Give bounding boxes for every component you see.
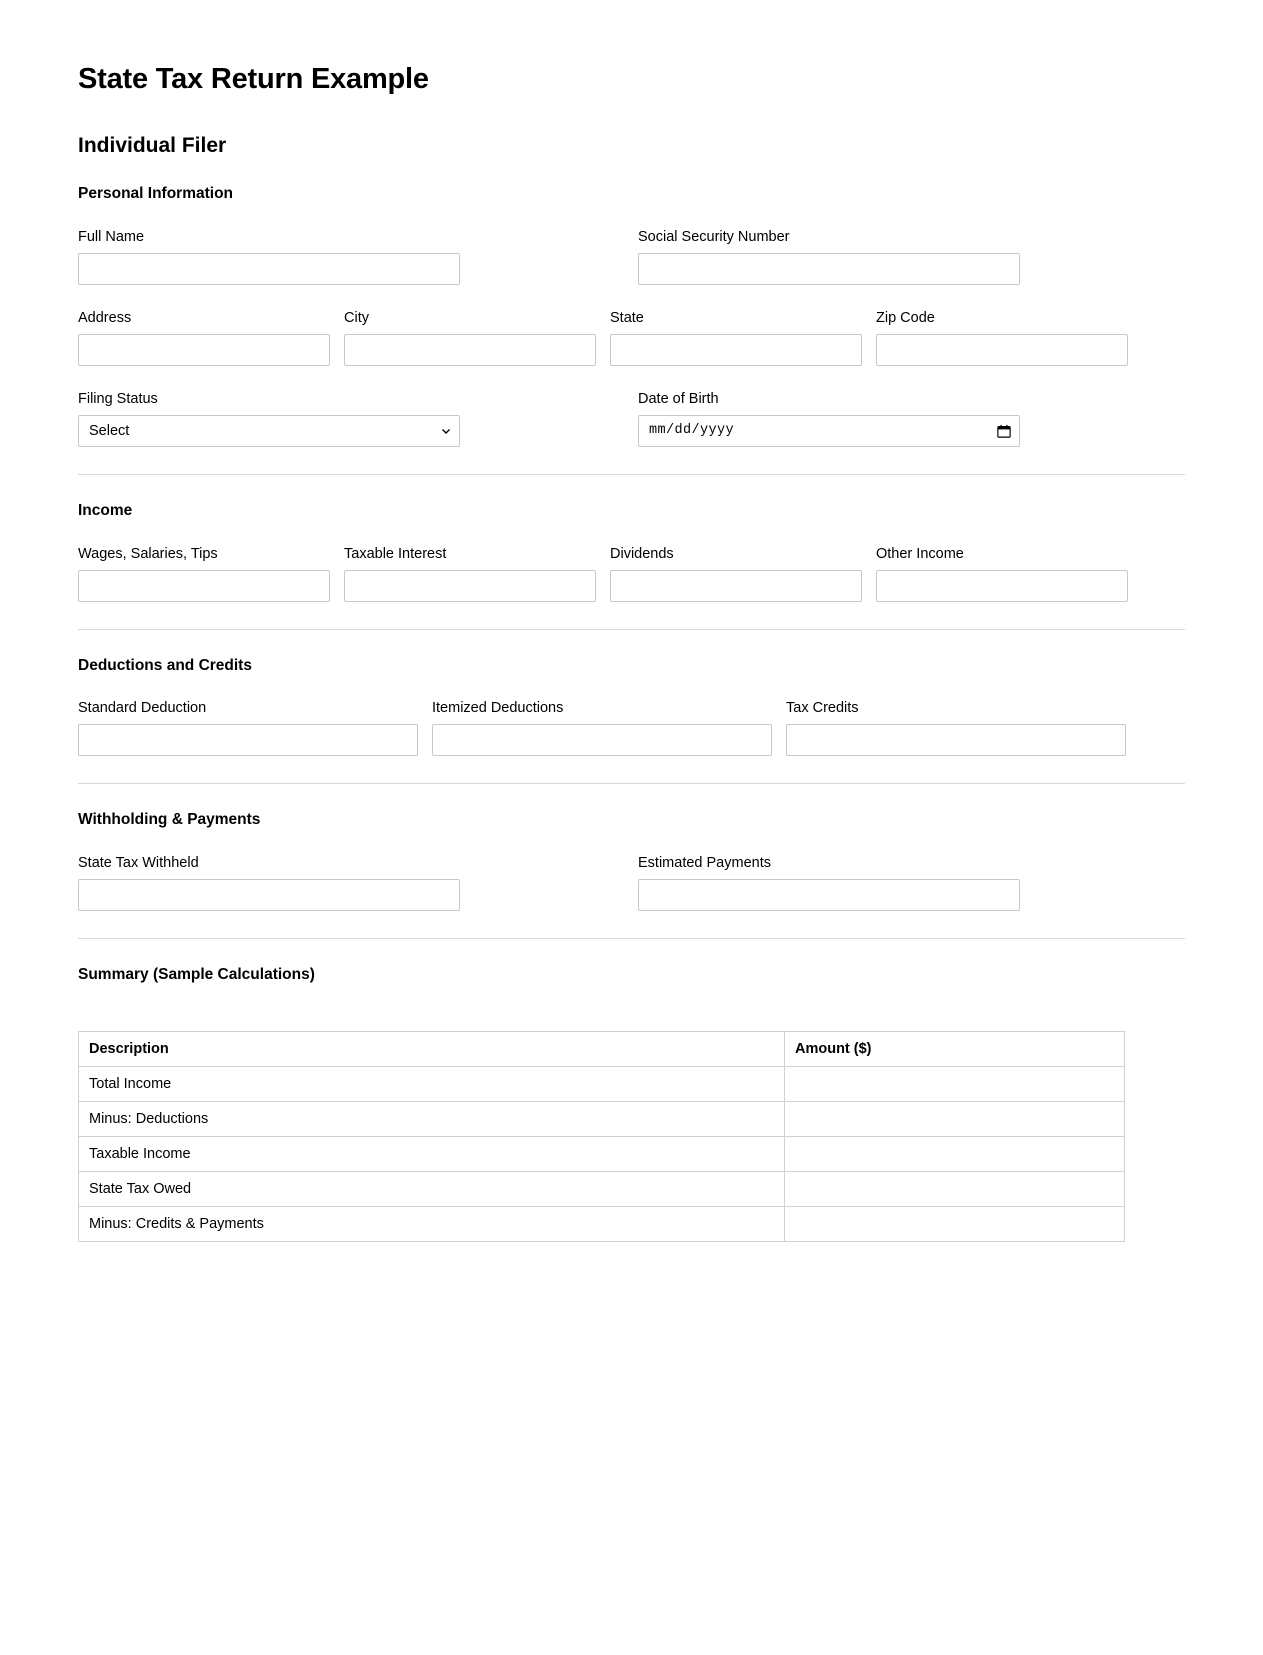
summary-table-head [79, 1031, 1125, 1066]
cell-description: Total Income [79, 1066, 785, 1101]
other-income-input[interactable] [876, 570, 1128, 602]
field-filing-status [78, 390, 460, 447]
label-tax-credits: Tax Credits [786, 700, 859, 717]
label-city: City [344, 309, 369, 326]
label-taxable-interest: Taxable Interest [344, 545, 447, 562]
zip-code-input[interactable] [876, 334, 1128, 366]
dividends-input[interactable] [610, 570, 862, 602]
filing-status-selected-value: Select [89, 422, 130, 439]
cell-amount [785, 1206, 1125, 1241]
label-dividends: Dividends [610, 545, 674, 562]
page-title: State Tax Return Example [78, 63, 429, 95]
full-name-input[interactable] [78, 253, 460, 285]
calendar-icon[interactable] [997, 424, 1011, 438]
field-ssn [638, 228, 1020, 285]
ssn-input[interactable] [638, 253, 1020, 285]
divider-after-deductions [78, 783, 1185, 784]
section-heading-summary: Summary (Sample Calculations) [78, 966, 315, 984]
state-input[interactable] [610, 334, 862, 366]
field-date-of-birth [638, 390, 1020, 447]
field-wages [78, 545, 330, 602]
field-state-tax-withheld [78, 854, 460, 911]
estimated-payments-input[interactable] [638, 879, 1020, 911]
field-itemized-deductions [432, 699, 772, 756]
field-estimated-payments [638, 854, 1020, 911]
table-row [79, 1066, 1125, 1101]
state-tax-withheld-input[interactable] [78, 879, 460, 911]
label-other-income: Other Income [876, 545, 964, 562]
label-address: Address [78, 309, 132, 326]
standard-deduction-input[interactable] [78, 724, 418, 756]
chevron-down-icon [441, 426, 451, 436]
table-row [79, 1171, 1125, 1206]
divider-after-personal [78, 474, 1185, 475]
date-of-birth-placeholder: mm/dd/yyyy [649, 423, 735, 439]
field-state [610, 309, 862, 366]
field-city [344, 309, 596, 366]
field-standard-deduction [78, 699, 418, 756]
field-dividends [610, 545, 862, 602]
cell-amount [785, 1101, 1125, 1136]
cell-amount [785, 1136, 1125, 1171]
withholding-row-1 [78, 854, 1185, 911]
personal-row-1 [78, 228, 1185, 285]
section-heading-personal-information: Personal Information [78, 184, 234, 202]
divider-after-income [78, 629, 1185, 630]
cell-description: State Tax Owed [79, 1171, 785, 1206]
section-heading-deductions-and-credits: Deductions and Credits [78, 656, 252, 674]
label-ssn: Social Security Number [638, 228, 790, 245]
table-row [79, 1101, 1125, 1136]
label-state: State [610, 309, 644, 326]
field-tax-credits [786, 699, 1126, 756]
field-address [78, 309, 330, 366]
section-heading-withholding-payments: Withholding & Payments [78, 811, 261, 829]
table-row [79, 1206, 1125, 1241]
personal-row-3 [78, 390, 1185, 447]
cell-amount [785, 1171, 1125, 1206]
tax-credits-input[interactable] [786, 724, 1126, 756]
label-zip-code: Zip Code [876, 309, 935, 326]
field-full-name [78, 228, 460, 285]
column-header-amount: Amount ($) [785, 1031, 1125, 1066]
income-row-1 [78, 545, 1185, 602]
label-full-name: Full Name [78, 228, 145, 245]
table-row [79, 1136, 1125, 1171]
city-input[interactable] [344, 334, 596, 366]
label-standard-deduction: Standard Deduction [78, 700, 207, 717]
cell-description: Minus: Deductions [79, 1101, 785, 1136]
field-zip-code [876, 309, 1128, 366]
summary-table [78, 1031, 1125, 1242]
table-header-row [79, 1031, 1125, 1066]
itemized-deductions-input[interactable] [432, 724, 772, 756]
divider-after-withholding [78, 938, 1185, 939]
summary-table-body [79, 1066, 1125, 1241]
personal-row-2 [78, 309, 1185, 366]
field-taxable-interest [344, 545, 596, 602]
label-state-tax-withheld: State Tax Withheld [78, 854, 199, 871]
label-filing-status: Filing Status [78, 390, 158, 407]
label-date-of-birth: Date of Birth [638, 390, 719, 407]
label-estimated-payments: Estimated Payments [638, 854, 771, 871]
label-wages: Wages, Salaries, Tips [78, 545, 218, 562]
field-other-income [876, 545, 1128, 602]
date-of-birth-input[interactable] [638, 415, 1020, 447]
filing-status-select[interactable] [78, 415, 460, 447]
column-header-description: Description [79, 1031, 785, 1066]
deductions-row-1 [78, 699, 1185, 756]
cell-description: Minus: Credits & Payments [79, 1206, 785, 1241]
label-itemized-deductions: Itemized Deductions [432, 700, 564, 717]
page-subtitle: Individual Filer [78, 133, 227, 157]
cell-description: Taxable Income [79, 1136, 785, 1171]
wages-input[interactable] [78, 570, 330, 602]
address-input[interactable] [78, 334, 330, 366]
cell-amount [785, 1066, 1125, 1101]
section-heading-income: Income [78, 501, 133, 519]
taxable-interest-input[interactable] [344, 570, 596, 602]
